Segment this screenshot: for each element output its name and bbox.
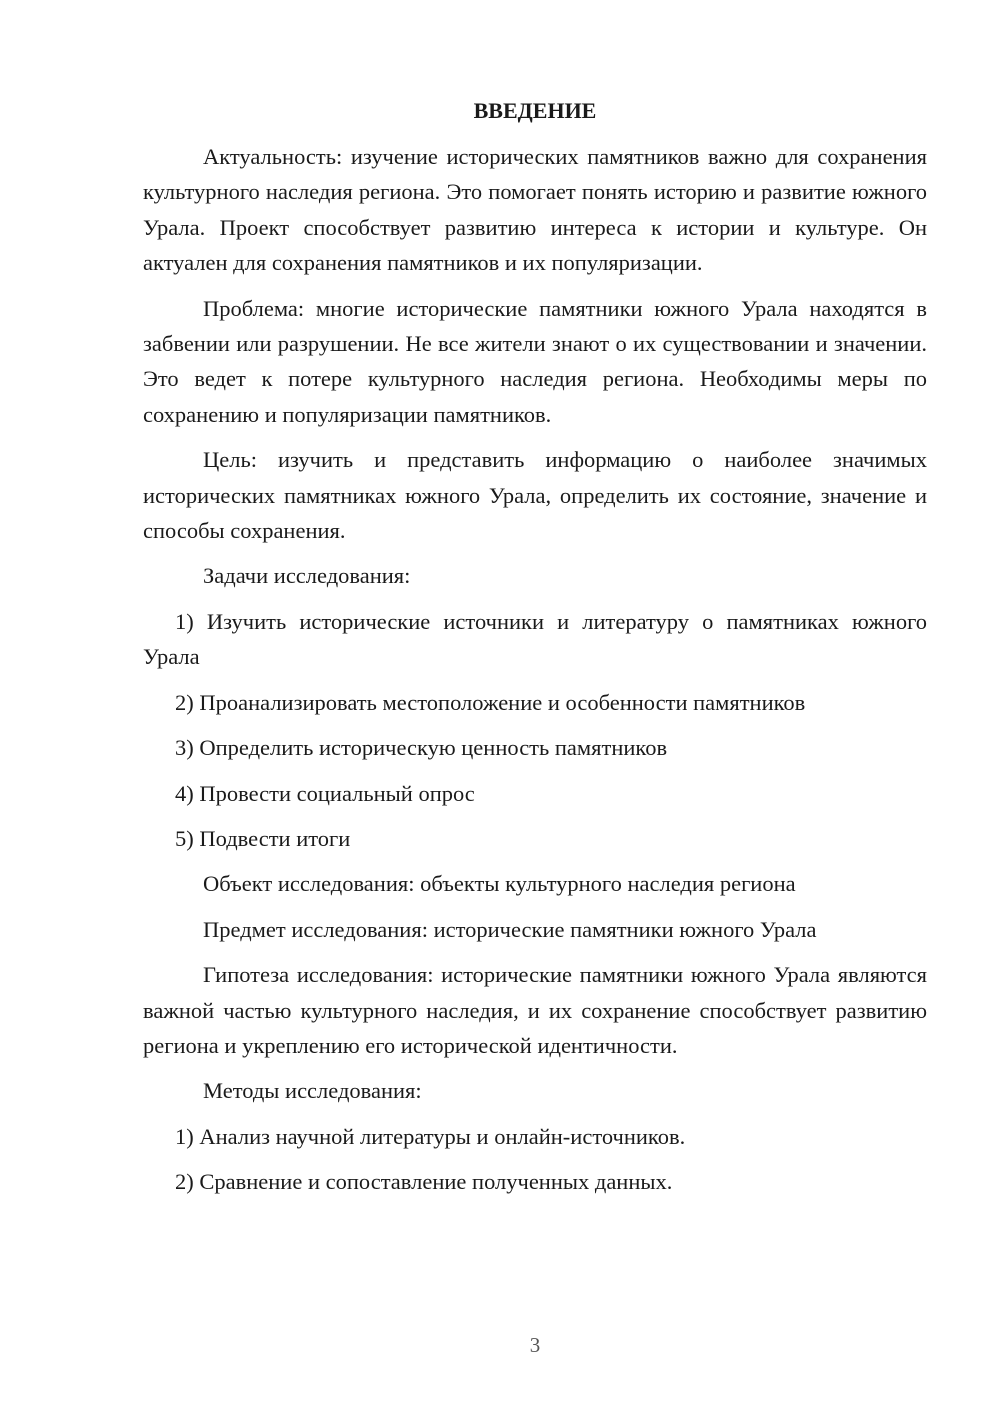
page-number: 3 — [529, 1333, 541, 1357]
hypothesis-paragraph: Гипотеза исследования: исторические памятники южного Урала являются важной частью культурного наследия, и их сохранение способствует развитию региона и укреплению его исторической идентичности. — [143, 962, 927, 1058]
subject-line: Предмет исследования: исторические памятники южного Урала — [203, 916, 817, 942]
relevance-paragraph: Актуальность: изучение исторических памятников важно для сохранения культурного наследия региона. Это помогает понять историю и развитие южного Урала. Проект способствует развитию интереса к истории и культуре. Он актуален для сохранения памятников и их популяризации. — [143, 144, 927, 276]
tasks-heading: Задачи исследования: — [203, 563, 411, 589]
problem-paragraph: Проблема: многие исторические памятники южного Урала находятся в забвении или разрушении. Не все жители знают о их существовании и значении. Это ведет к потере культурного наследия региона. Необходимы меры по сохранению и популяризации памятников. — [143, 295, 927, 427]
method-item-1: 1) Анализ научной литературы и онлайн-источников. — [175, 1123, 686, 1149]
section-title: ВВЕДЕНИЕ — [473, 98, 597, 123]
page-content — [143, 95, 927, 1210]
goal-paragraph: Цель: изучить и представить информацию о наиболее значимых исторических памятниках южного Урала, определить их состояние, значение и способы сохранения. — [143, 447, 927, 544]
task-item-2: 2) Проанализировать местоположение и особенности памятников — [175, 689, 806, 715]
task-item-5: 5) Подвести итоги — [175, 825, 351, 851]
task-item-1: 1) Изучить исторические источники и литературу о памятниках южного Урала — [143, 608, 927, 670]
methods-heading: Методы исследования: — [203, 1078, 422, 1104]
object-line: Объект исследования: объекты культурного наследия региона — [203, 871, 796, 897]
task-item-3: 3) Определить историческую ценность памятников — [175, 735, 668, 761]
method-item-2: 2) Сравнение и сопоставление полученных данных. — [175, 1169, 673, 1195]
task-item-4: 4) Провести социальный опрос — [175, 780, 475, 806]
